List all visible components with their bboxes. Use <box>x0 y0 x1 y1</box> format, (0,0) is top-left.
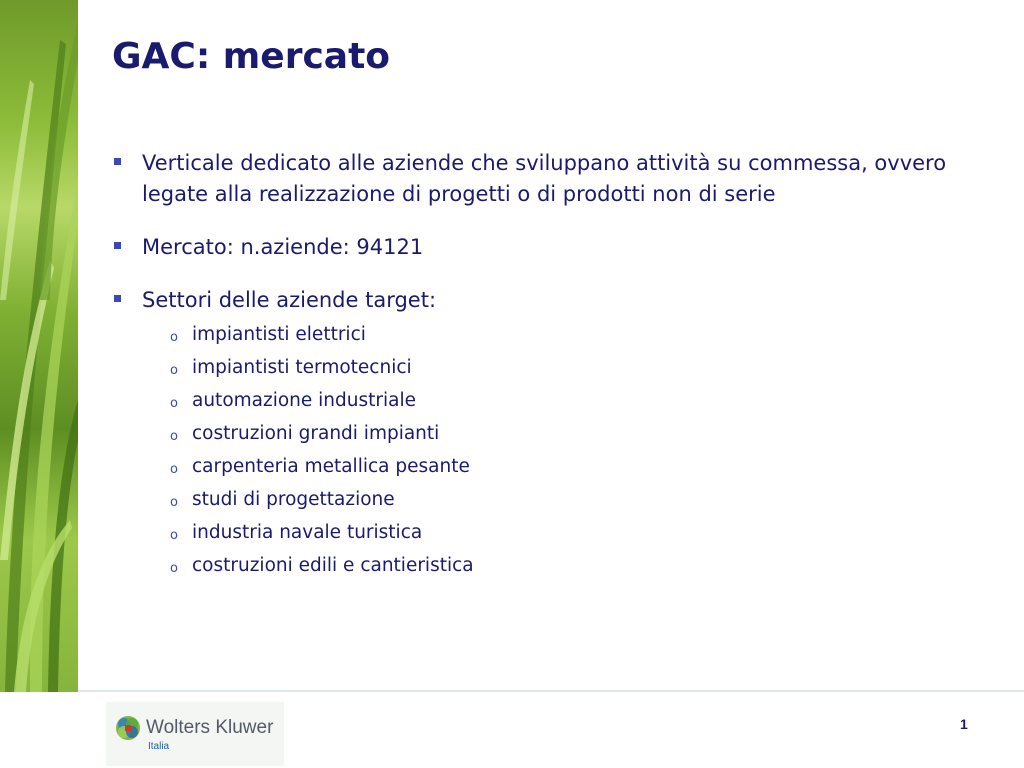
circle-bullet-icon: o <box>170 561 178 576</box>
square-bullet-icon <box>114 295 121 302</box>
sector-item <box>112 417 992 450</box>
brand-name: Wolters Kluwer <box>146 717 274 738</box>
sector-item <box>112 483 992 516</box>
grass-blades-graphic <box>0 0 78 692</box>
circle-bullet-icon: o <box>170 363 178 378</box>
grass-decoration <box>0 0 78 692</box>
circle-bullet-icon: o <box>170 528 178 543</box>
circle-bullet-icon: o <box>170 462 178 477</box>
bullet-text: Verticale dedicato alle aziende che sviluppano attività su commessa, ovvero legate alla realizzazione di progetti o di prodotti non di serie <box>142 151 947 206</box>
sector-item <box>112 351 992 384</box>
page-number: 1 <box>960 716 968 732</box>
sector-item <box>112 450 992 483</box>
bullet-text: Mercato: n.aziende: 94121 <box>142 235 424 259</box>
sector-item <box>112 318 992 351</box>
circle-bullet-icon: o <box>170 495 178 510</box>
sector-item <box>112 384 992 417</box>
sector-text: costruzioni grandi impianti <box>192 423 440 444</box>
circle-bullet-icon: o <box>170 429 178 444</box>
slide-content <box>112 148 992 582</box>
bullet-text: Settori delle aziende target: <box>142 288 437 312</box>
square-bullet-icon <box>114 242 121 249</box>
slide-title: GAC: mercato <box>112 36 391 77</box>
globe-logo-icon <box>114 714 142 742</box>
sector-item <box>112 516 992 549</box>
sector-text: industria navale turistica <box>192 522 423 543</box>
sector-item <box>112 549 992 582</box>
sector-text: studi di progettazione <box>192 489 395 510</box>
footer-divider <box>78 690 1024 692</box>
wolters-kluwer-logo <box>106 702 284 766</box>
bullet-item <box>112 285 992 316</box>
sector-text: costruzioni edili e cantieristica <box>192 555 474 576</box>
circle-bullet-icon: o <box>170 396 178 411</box>
sector-text: impiantisti termotecnici <box>192 357 412 378</box>
square-bullet-icon <box>114 158 121 165</box>
bullet-item <box>112 148 992 210</box>
bullet-item <box>112 232 992 263</box>
sector-text: carpenteria metallica pesante <box>192 456 470 477</box>
brand-country: Italia <box>148 741 170 752</box>
circle-bullet-icon: o <box>170 330 178 345</box>
sector-text: impiantisti elettrici <box>192 324 366 345</box>
sector-list <box>112 318 992 582</box>
sector-text: automazione industriale <box>192 390 416 411</box>
